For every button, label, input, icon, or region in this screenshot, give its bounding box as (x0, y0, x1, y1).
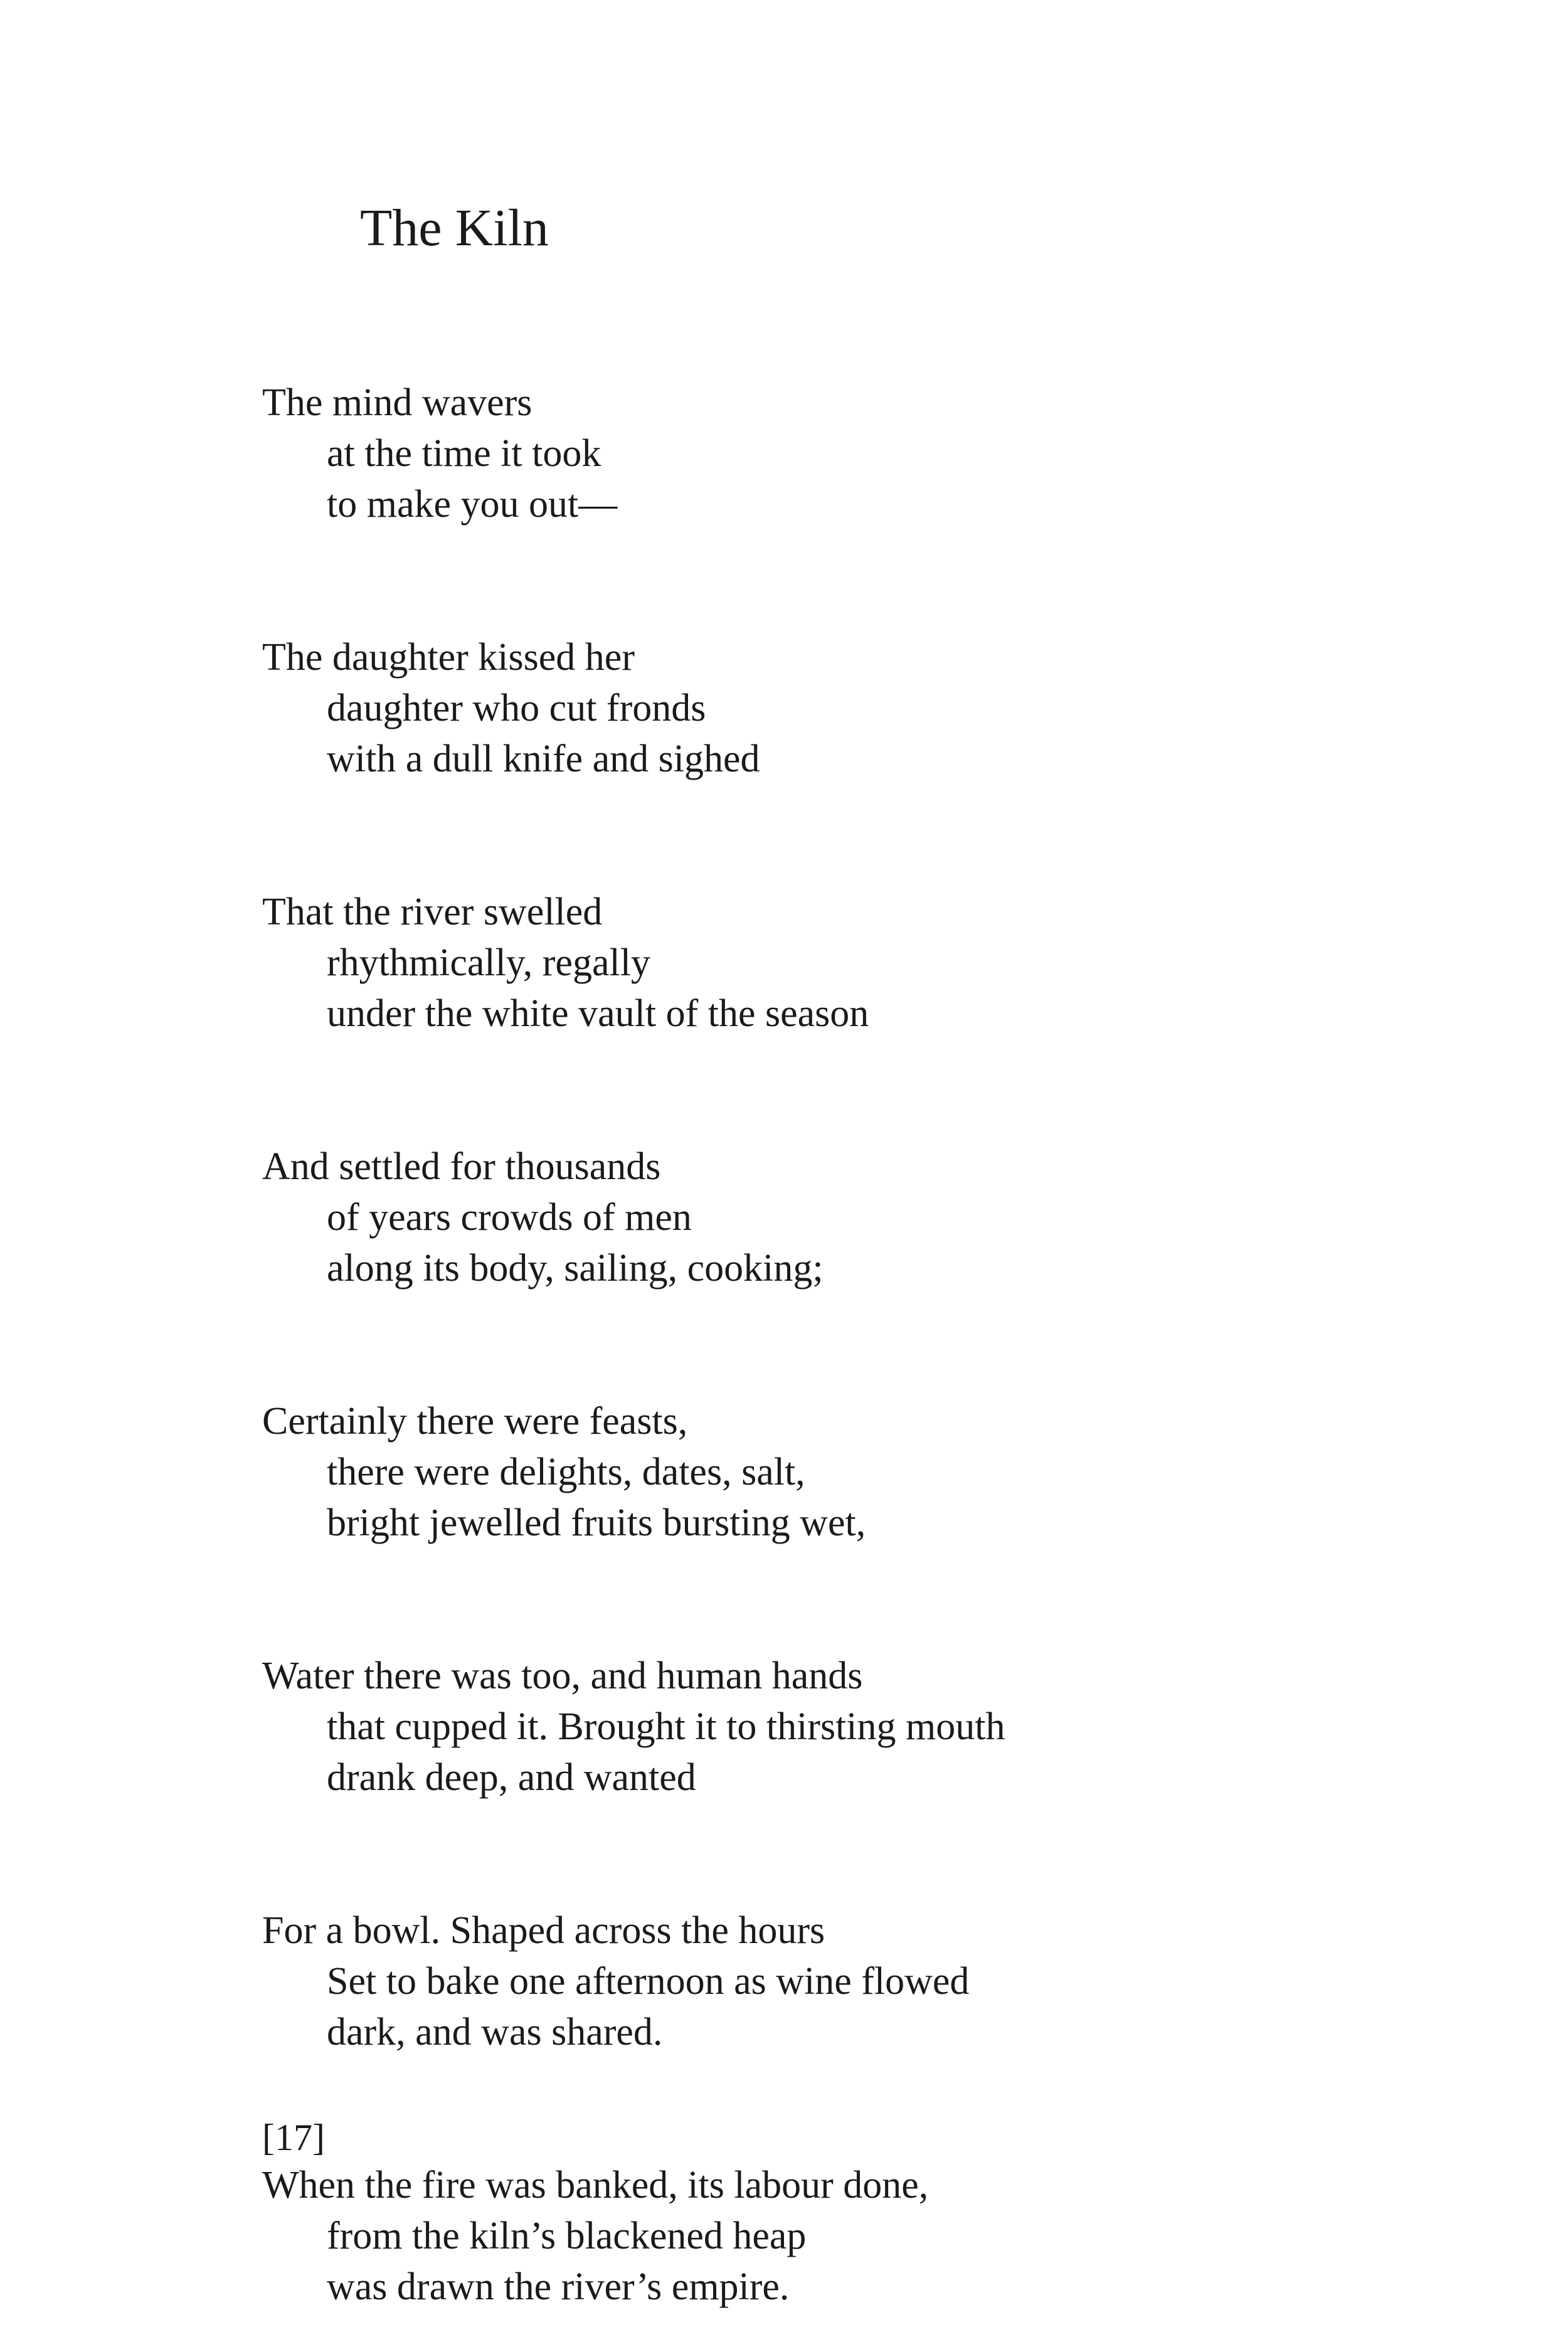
poem-line: dark, and was shared. (327, 2011, 663, 2053)
poem-line: was drawn the river’s empire. (327, 2265, 790, 2308)
poem-line: Set to bake one afternoon as wine flowed (327, 1960, 970, 2003)
stanza (262, 1396, 1454, 1549)
poem-line: to make you out— (327, 483, 618, 526)
poem-line: under the white vault of the season (327, 992, 869, 1035)
stanza (262, 632, 1454, 785)
poem-line: And settled for thousands (262, 1145, 661, 1188)
stanza (262, 1142, 1454, 1294)
poem-line: bright jewelled fruits bursting wet, (327, 1502, 866, 1544)
poem-line: daughter who cut fronds (327, 687, 706, 729)
poem-line: When the fire was banked, its labour done, (262, 2164, 929, 2206)
poem-line: along its body, sailing, cooking; (327, 1247, 824, 1290)
poem-line: at the time it took (327, 432, 601, 475)
stanza (262, 887, 1454, 1039)
poem-line: drank deep, and wanted (327, 1756, 696, 1799)
poem-line: That the river swelled (262, 891, 603, 933)
stanza (262, 1905, 1454, 2058)
page-number: [17] (262, 2117, 325, 2158)
poem-line: with a dull knife and sighed (327, 738, 760, 780)
poem-line: that cupped it. Brought it to thirsting mouth (327, 1705, 1005, 1748)
stanza (262, 2160, 1454, 2312)
poem-line: of years crowds of men (327, 1196, 692, 1239)
stanza (262, 378, 1454, 530)
poem-line: For a bowl. Shaped across the hours (262, 1909, 825, 1952)
stanza (262, 1651, 1454, 1803)
poem-line: Certainly there were feasts, (262, 1400, 688, 1443)
poem-body (262, 378, 1454, 2312)
poem-title: The Kiln (360, 199, 549, 257)
poem-line: The daughter kissed her (262, 636, 635, 679)
poem-line: there were delights, dates, salt, (327, 1451, 805, 1493)
poem-line: from the kiln’s blackened heap (327, 2215, 807, 2257)
poem-line: Water there was too, and human hands (262, 1655, 863, 1697)
poem-line: The mind wavers (262, 381, 532, 424)
poem-line: rhythmically, regally (327, 941, 650, 984)
